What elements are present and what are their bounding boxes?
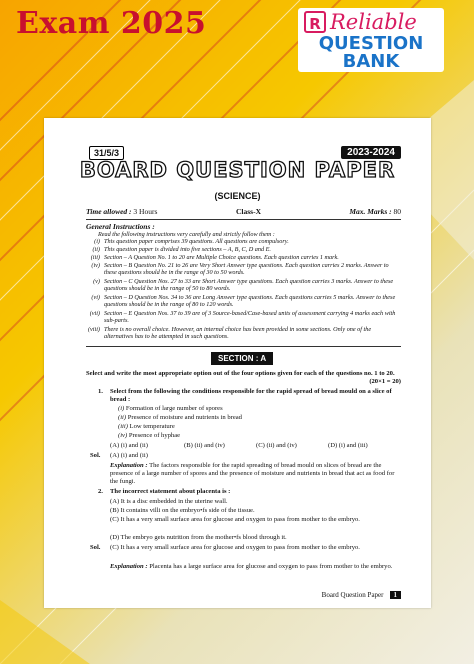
class-label: Class-X xyxy=(236,207,262,216)
option-a: (A) (i) and (ii) xyxy=(110,442,148,449)
paper-meta xyxy=(86,207,401,219)
instruction-item: (ii) This question paper is divided into five sections – A, B, C, D and E. xyxy=(92,246,271,253)
section-a-label: SECTION : A xyxy=(211,352,273,365)
instruction-item: (iv) Section – B Question No. 21 to 26 are Very Short Answer type questions. Each question carries 2 marks. Answer to these questions should be in the range of 30 to 50 words. xyxy=(91,262,389,277)
solution-label: Sol. xyxy=(90,452,101,459)
solution-label: Sol. xyxy=(90,544,101,551)
paper-title: BOARD QUESTION PAPER xyxy=(79,158,396,182)
question-number: 1. xyxy=(98,388,103,395)
instruction-item: (viii) There is no overall choice. However, an internal choice has been provided in some sections. Only one of the alternatives has to be attempted in such questions. xyxy=(87,326,372,341)
option-c: (C) (ii) and (iv) xyxy=(256,442,297,449)
instructions-title: General Instructions : xyxy=(86,222,155,231)
instruction-item: (iii) Section – A Question No. 1 to 20 are Multiple Choice questions. Each question carries 1 mark. xyxy=(90,254,339,261)
divider xyxy=(86,346,401,347)
brand-line-question: QUESTION xyxy=(318,33,424,54)
instruction-item: (vii) Section – E Question Nos. 37 to 39 are of 3 Source-based/Case-based units of assessment carrying 4 marks each with sub-parts. xyxy=(89,310,396,325)
question-number: 2. xyxy=(98,488,103,495)
time-value: 3 Hours xyxy=(133,207,158,216)
condition-item: (ii) Presence of moisture and nutrients in bread xyxy=(118,414,242,421)
brand-mark-icon: R xyxy=(304,11,326,33)
instructions-intro: Read the following instructions very carefully and strictly follow them : xyxy=(98,231,275,238)
condition-item: (iv) Presence of hyphae xyxy=(118,432,181,439)
explanation: Explanation : The factors responsible for the rapid spreading of bread mould on slices of bread are the presence of a large number of spores and the presence of moisture and nutrients in bread that act as food for the fungi. xyxy=(110,462,395,485)
marks-label: Max. Marks : xyxy=(349,207,392,216)
divider xyxy=(86,219,401,220)
condition-item: (iii) Low temperature xyxy=(118,423,175,430)
instruction-item: (v) Section – C Question Nos. 27 to 33 are Short Answer type questions. Each question carries 3 marks. Answer to these questions should be in the range of 50 to 80 words. xyxy=(93,278,394,293)
instruction-item: (i) This question paper comprises 39 questions. All questions are compulsory. xyxy=(94,238,289,245)
option-b: (B) (ii) and (iv) xyxy=(184,442,225,449)
option-b: (B) It contains villi on the embryo•fs side of the tissue. xyxy=(110,507,255,514)
explanation: Explanation : Placenta has a large surface area for glucose and oxygen to pass from mother to the embryo. xyxy=(110,563,393,570)
option-a: (A) It is a disc embedded in the uterine wall. xyxy=(110,498,228,505)
option-d: (D) (i) and (iii) xyxy=(328,442,368,449)
option-c: (C) It has a very small surface area for glucose and oxygen to pass from mother to the embryo. xyxy=(110,516,360,523)
option-d: (D) The embryo gets nutrition from the mother•fs blood through it. xyxy=(110,534,287,541)
brand-name: Reliable xyxy=(330,10,417,34)
instruction-item: (vi) Section – D Question Nos. 34 to 36 are Long Answer type questions. Each questions carries 5 marks. Answer to these questions should be in the range of 80 to 120 words. xyxy=(91,294,396,309)
page-footer xyxy=(322,591,401,599)
paper-code: 31/5/3 xyxy=(89,146,124,160)
paper-subject: (SCIENCE) xyxy=(214,191,261,201)
section-instructions: Select and write the most appropriate option out of the four options given for each of the questions no. 1 to 20. xyxy=(86,370,395,377)
question-2-text: The incorrect statement about placenta is : xyxy=(110,488,231,495)
solution-answer: (C) It has a very small surface area for glucose and oxygen to pass from mother to the embryo. xyxy=(110,544,360,551)
condition-item: (i) Formation of large number of spores xyxy=(118,405,223,412)
time-label: Time allowed : xyxy=(86,207,132,216)
solution-answer: (A) (i) and (ii) xyxy=(110,452,148,459)
question-1-text: Select from the following the conditions responsible for the rapid spread of bread mould on a slice of bread : xyxy=(110,388,392,403)
brand-logo xyxy=(298,8,444,72)
marks-value: 80 xyxy=(393,207,401,216)
question-paper-page xyxy=(44,118,431,608)
brand-line-bank: BANK xyxy=(342,51,400,72)
exam-title: Exam 2025 xyxy=(16,6,207,41)
page-number: 1 xyxy=(390,591,402,599)
section-marks: (20×1 = 20) xyxy=(369,378,401,385)
footer-label: Board Question Paper xyxy=(321,591,384,599)
paper-year: 2023-2024 xyxy=(341,146,401,159)
